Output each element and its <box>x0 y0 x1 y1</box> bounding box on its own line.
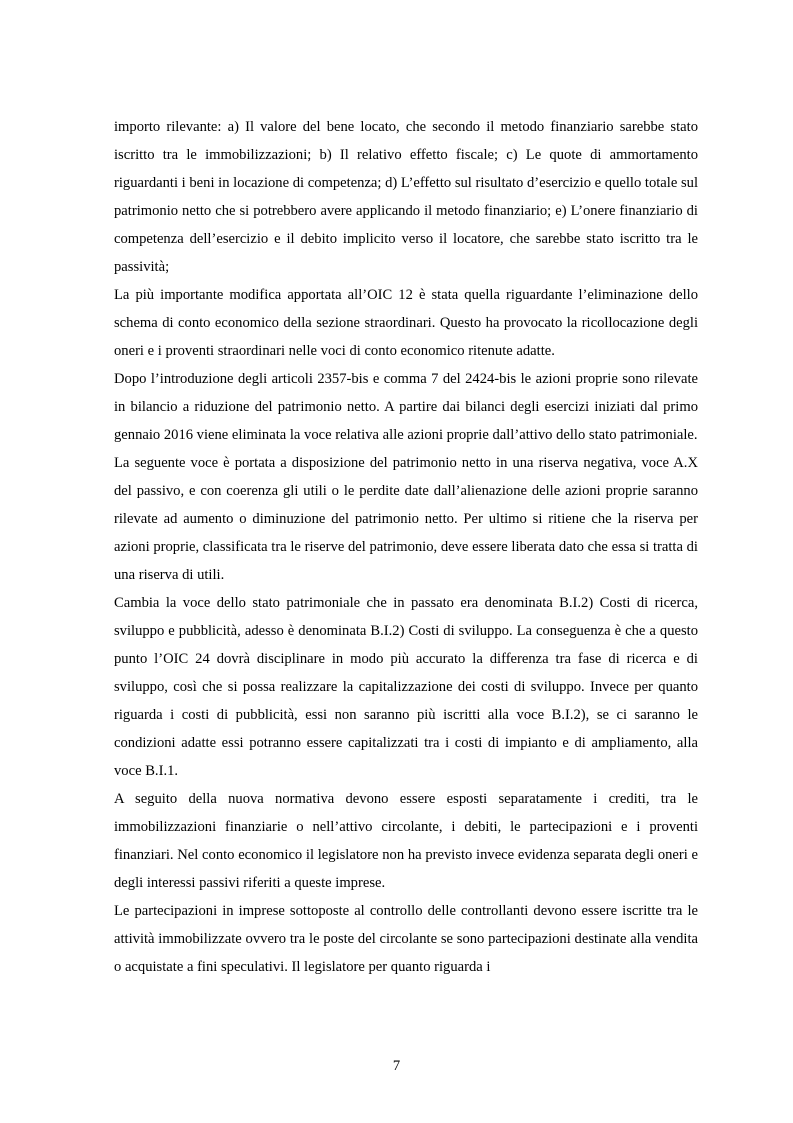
paragraph-costi-sviluppo: Cambia la voce dello stato patrimoniale che in passato era denominata B.I.2) Costi di ricerca, sviluppo e pubblicità, adesso è denominata B.I.2) Costi di sviluppo. La conseguenza è che a questo punto l’OIC 24 dovrà disciplinare in modo più accurato la differenza tra fase di ricerca e di sviluppo, così che si possa realizzare la capitalizzazione dei costi di sviluppo. Invece per quanto riguarda i costi di pubblicità, essi non saranno più iscritti alla voce B.I.2), se ci saranno le condizioni adatte essi potranno essere capitalizzati tra i costi di impianto e di ampliamento, alla voce B.I.1. <box>114 595 698 779</box>
page-number: 7 <box>392 1058 401 1074</box>
paragraph-partecipazioni: Le partecipazioni in imprese sottoposte al controllo delle controllanti devono essere iscritte tra le attività immobilizzate ovvero tra le poste del circolante se sono partecipazioni destinate alla vendita o acquistate a fini speculativi. Il legislatore per quanto riguarda i <box>114 903 698 975</box>
paragraph-nuova-normativa: A seguito della nuova normativa devono essere esposti separatamente i crediti, tra le immobilizzazioni finanziarie o nell’attivo circolante, i debiti, le partecipazioni e i proventi finanziari. Nel conto economico il legislatore non ha previsto invece evidenza separata degli oneri e degli interessi passivi riferiti a queste imprese. <box>114 791 698 891</box>
body-text <box>114 113 698 981</box>
paragraph-oic-12: La più importante modifica apportata all’OIC 12 è stata quella riguardante l’eliminazione dello schema di conto economico della sezione straordinari. Questo ha provocato la ricollocazione degli oneri e i proventi straordinari nelle voci di conto economico ritenute adatte. <box>114 287 698 359</box>
paragraph-riserva-negativa: La seguente voce è portata a disposizione del patrimonio netto in una riserva negativa, voce A.X del passivo, e con coerenza gli utili o le perdite date dall’alienazione delle azioni proprie saranno rilevate ad aumento o diminuzione del patrimonio netto. Per ultimo si ritiene che la riserva per azioni proprie, classificata tra le riserve del patrimonio, deve essere liberata dato che essa si tratta di una riserva di utili. <box>114 455 698 583</box>
paragraph-azioni-proprie: Dopo l’introduzione degli articoli 2357-bis e comma 7 del 2424-bis le azioni proprie sono rilevate in bilancio a riduzione del patrimonio netto. A partire dai bilanci degli esercizi iniziati dal primo gennaio 2016 viene eliminata la voce relativa alle azioni proprie dall’attivo dello stato patrimoniale. <box>114 371 698 443</box>
paragraph-leasing-disclosures: importo rilevante: a) Il valore del bene locato, che secondo il metodo finanziario sarebbe stato iscritto tra le immobilizzazioni; b) Il relativo effetto fiscale; c) Le quote di ammortamento riguardanti i beni in locazione di competenza; d) L’effetto sul risultato d’esercizio e quello totale sul patrimonio netto che si potrebbero avere applicando il metodo finanziario; e) L’onere finanziario di competenza dell’esercizio e il debito implicito verso il locatore, che sarebbe stato iscritto tra le passività; <box>114 119 698 275</box>
